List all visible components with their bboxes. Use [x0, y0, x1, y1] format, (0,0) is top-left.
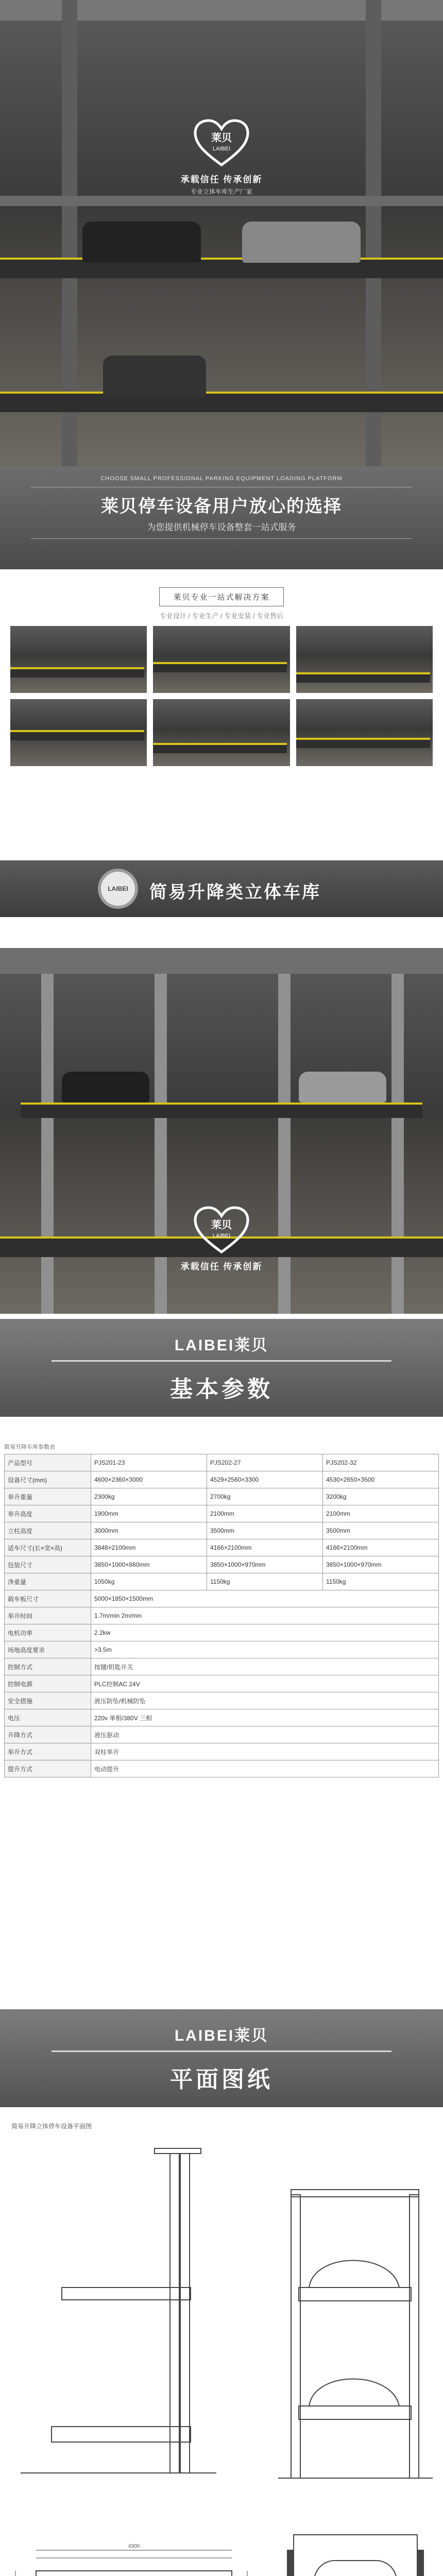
table-key-cell: 电机功率: [5, 1624, 91, 1641]
product-logo: [165, 1206, 278, 1272]
table-value-cell: 220v 单相/380V 三相: [91, 1709, 439, 1726]
solution-photo: [153, 626, 289, 693]
heart-logo-icon: [193, 118, 250, 168]
solutions-sub: 专业设计 / 专业生产 / 专业安装 / 专业售后: [159, 612, 284, 620]
table-value-cell: 3200kg: [323, 1488, 439, 1505]
table-value-cell: 1150kg: [207, 1573, 323, 1590]
divider: [52, 1360, 391, 1362]
divider: [31, 538, 412, 539]
table-row: [5, 1692, 439, 1709]
product-logo-text: 莱贝: [211, 1219, 232, 1231]
product-tagline: 承载信任 传承创新: [180, 1262, 263, 1272]
hero-sub: 专业立体车库生产厂家: [190, 188, 252, 195]
table-key-cell: 适车尺寸(长×宽×高): [5, 1539, 91, 1556]
hero-logo-text: 莱贝: [211, 132, 232, 144]
table-value-cell: 2.2kw: [91, 1624, 439, 1641]
table-row: [5, 1658, 439, 1675]
table-key-cell: 产品型号: [5, 1454, 91, 1471]
plan-header: [0, 2009, 443, 2107]
table-key-cell: 净重量: [5, 1573, 91, 1590]
heart-logo-icon: [193, 1206, 250, 1255]
hero-logo: [165, 118, 278, 196]
table-row: [5, 1454, 439, 1471]
table-row: [5, 1488, 439, 1505]
table-value-cell: 3850×1000×970mm: [323, 1556, 439, 1573]
plan-svg: [0, 2117, 443, 2576]
table-value-cell: 3000mm: [91, 1522, 207, 1539]
table-value-cell: 液压驱动: [91, 1726, 439, 1743]
table-key-cell: 电压: [5, 1709, 91, 1726]
solutions-header: [0, 587, 443, 620]
table-key-cell: 举升方式: [5, 1743, 91, 1760]
solution-photo: [296, 699, 433, 766]
table-value-cell: 1150kg: [323, 1573, 439, 1590]
banner-en: CHOOSE SMALL PROFESSIONAL PARKING EQUIPMENT LOADING PLATFORM: [100, 476, 343, 482]
table-value-cell: 液压防坠/机械防坠: [91, 1692, 439, 1709]
table-value-cell: 4530×2650×3500: [323, 1471, 439, 1488]
table-row: [5, 1760, 439, 1777]
table-value-cell: 3850×1000×970mm: [207, 1556, 323, 1573]
table-value-cell: 2100mm: [323, 1505, 439, 1522]
params-header: [0, 1319, 443, 1417]
table-row: [5, 1743, 439, 1760]
solutions-gallery: [10, 626, 433, 766]
table-value-cell: >3.5m: [91, 1641, 439, 1658]
plan-title: 平面图纸: [170, 2067, 273, 2092]
table-key-cell: 举升高度: [5, 1505, 91, 1522]
table-value-cell: PJS202-32: [323, 1454, 439, 1471]
solution-photo: [296, 626, 433, 693]
hero-photo: [0, 0, 443, 466]
table-row: [5, 1471, 439, 1488]
params-title: 基本参数: [170, 1377, 273, 1402]
table-key-cell: 控制方式: [5, 1658, 91, 1675]
section-band: [0, 860, 443, 917]
table-value-cell: 2100mm: [207, 1505, 323, 1522]
table-value-cell: 3850×1000×860mm: [91, 1556, 207, 1573]
solution-photo: [10, 699, 147, 766]
top-view-car: [287, 2535, 423, 2576]
product-logo-en: LAIBEI: [212, 1233, 231, 1239]
hero-logo-en: LAIBEI: [212, 146, 231, 152]
banner-sub: 为您提供机械停车设备整套一站式服务: [147, 522, 296, 532]
table-row: [5, 1675, 439, 1692]
table-value-cell: 按键/钥匙开关: [91, 1658, 439, 1675]
table-value-cell: 4600×2360×3000: [91, 1471, 207, 1488]
divider: [52, 2050, 391, 2052]
table-key-cell: 载车板尺寸: [5, 1590, 91, 1607]
table-row: [5, 1590, 439, 1607]
table-value-cell: PLC控制AC 24V: [91, 1675, 439, 1692]
params-table: [4, 1443, 439, 1777]
plan-drawings: [0, 2107, 443, 2576]
table-value-cell: PJS202-27: [207, 1454, 323, 1471]
table-value-cell: 3848×2100mm: [91, 1539, 207, 1556]
table-value-cell: 电动提升: [91, 1760, 439, 1777]
table-value-cell: 3500mm: [207, 1522, 323, 1539]
table-value-cell: 双柱举升: [91, 1743, 439, 1760]
table-value-cell: 4529×2560×3300: [207, 1471, 323, 1488]
table-row: [5, 1573, 439, 1590]
table-caption: 简易升降车库参数表: [4, 1444, 55, 1450]
table-row: [5, 1624, 439, 1641]
table-row: [5, 1726, 439, 1743]
table-key-cell: 场地高度要求: [5, 1641, 91, 1658]
banner-title: 莱贝停车设备用户放心的选择: [101, 497, 342, 516]
plan-view: [15, 2550, 247, 2576]
product-photo: [0, 948, 443, 1314]
section-title: 简易升降类立体车库: [149, 883, 321, 902]
table-key-cell: 设备尺寸(mm): [5, 1471, 91, 1488]
brand-logo: LAIBEI莱贝: [174, 2027, 269, 2044]
plan-caption: 简易升降立体停车设备平面图: [11, 2123, 92, 2130]
table-key-cell: 提升方式: [5, 1760, 91, 1777]
table-value-cell: 1.7m/min 2m/min: [91, 1607, 439, 1624]
hero-tagline: 承载信任 传承创新: [180, 175, 263, 184]
table-value-cell: 2700kg: [207, 1488, 323, 1505]
table-row: [5, 1556, 439, 1573]
table-key-cell: 升降方式: [5, 1726, 91, 1743]
table-key-cell: 控制电源: [5, 1675, 91, 1692]
table-row: [5, 1505, 439, 1522]
table-value-cell: 1050kg: [91, 1573, 207, 1590]
table-value-cell: PJS201-23: [91, 1454, 207, 1471]
solutions-label: 莱贝专业一站式解决方案: [159, 587, 283, 606]
table-key-cell: 包装尺寸: [5, 1556, 91, 1573]
table-key-cell: 举升时间: [5, 1607, 91, 1624]
slogan-banner: [0, 466, 443, 569]
side-elevation: [21, 2148, 216, 2473]
brand-logo: LAIBEI莱贝: [174, 1337, 269, 1354]
table-row: [5, 1709, 439, 1726]
table-value-cell: 5000×1850×1500mm: [91, 1590, 439, 1607]
table-key-cell: 立柱高度: [5, 1522, 91, 1539]
table-row: [5, 1539, 439, 1556]
table-row: [5, 1641, 439, 1658]
table-key-cell: 安全措施: [5, 1692, 91, 1709]
table-value-cell: 2300kg: [91, 1488, 207, 1505]
table-key-cell: 举升重量: [5, 1488, 91, 1505]
table-value-cell: 3500mm: [323, 1522, 439, 1539]
dim-label: 4300: [128, 2544, 140, 2549]
table-value-cell: 4166×2100mm: [207, 1539, 323, 1556]
table-row: [5, 1522, 439, 1539]
front-elevation: [278, 2190, 433, 2478]
solution-photo: [153, 699, 289, 766]
table-row: [5, 1607, 439, 1624]
solution-photo: [10, 626, 147, 693]
table-value-cell: 4166×2100mm: [323, 1539, 439, 1556]
table-value-cell: 1900mm: [91, 1505, 207, 1522]
ring-badge: LAIBEI: [98, 869, 138, 909]
